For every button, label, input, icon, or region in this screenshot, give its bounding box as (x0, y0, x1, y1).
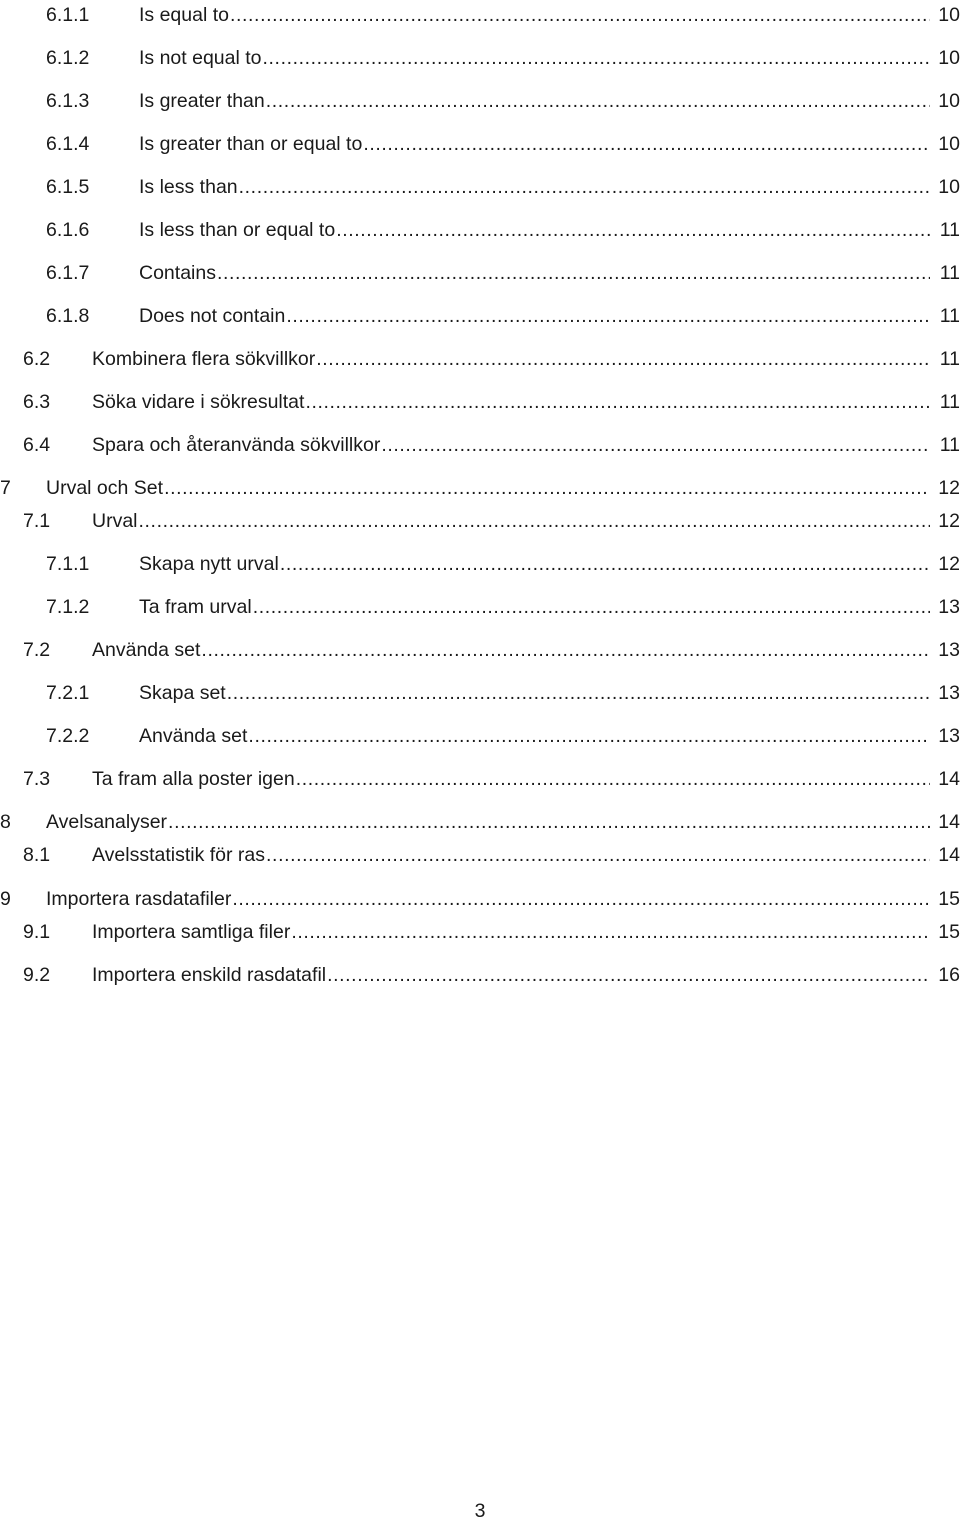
toc-entry-page: 11 (939, 391, 960, 413)
toc-entry-title: Is greater than or equal to (139, 133, 363, 155)
toc-dot-leader (380, 430, 930, 460)
toc-entry-number: 8.1 (23, 844, 51, 866)
toc-entry-number: 9.2 (23, 964, 51, 986)
toc-entry-title-wrap (92, 506, 930, 536)
toc-entry-title: Is less than or equal to (139, 219, 336, 241)
toc-entry-number: 8 (0, 811, 11, 833)
toc-entry-7[interactable] (0, 473, 960, 503)
toc-dot-leader (265, 86, 930, 116)
toc-dot-leader (138, 506, 930, 536)
toc-entry-7-3[interactable] (0, 764, 960, 794)
toc-entry-title-wrap (92, 917, 930, 947)
toc-entry-number: 7.1.1 (46, 553, 90, 575)
toc-entry-7-2[interactable] (0, 635, 960, 665)
toc-entry-page: 10 (938, 4, 960, 26)
toc-entry-title: Urval och Set (46, 477, 164, 499)
toc-entry-title-wrap (46, 807, 930, 837)
toc-entry-page: 10 (938, 90, 960, 112)
page-number: 3 (474, 1500, 486, 1522)
toc-entry-title: Is equal to (139, 4, 229, 26)
toc-entry-7-1-2[interactable] (0, 592, 960, 622)
toc-entry-8[interactable] (0, 807, 960, 837)
toc-entry-number: 7 (0, 477, 11, 499)
toc-entry-number: 6.3 (23, 391, 51, 413)
toc-dot-leader (167, 807, 930, 837)
toc-dot-leader (229, 0, 930, 30)
toc-entry-number: 7.2.2 (46, 725, 90, 747)
toc-dot-leader (326, 960, 930, 990)
toc-entry-title-wrap (139, 258, 930, 288)
toc-dot-leader (262, 43, 930, 73)
toc-entry-6-1-7[interactable] (0, 258, 960, 288)
toc-entry-title: Kombinera flera sökvillkor (92, 348, 316, 370)
toc-entry-number: 6.1.4 (46, 133, 90, 155)
toc-entry-6-2[interactable] (0, 344, 960, 374)
toc-entry-number: 6.1.5 (46, 176, 90, 198)
toc-dot-leader (279, 549, 930, 579)
toc-entry-page: 10 (938, 176, 960, 198)
toc-entry-page: 11 (939, 262, 960, 284)
toc-entry-6-1-8[interactable] (0, 301, 960, 331)
toc-entry-title: Ta fram urval (139, 596, 252, 618)
toc-entry-title-wrap (139, 592, 930, 622)
toc-dot-leader (200, 635, 930, 665)
toc-entry-title: Avelsanalyser (46, 811, 168, 833)
toc-dot-leader (290, 917, 930, 947)
toc-entry-number: 6.1.7 (46, 262, 90, 284)
toc-entry-6-1-6[interactable] (0, 215, 960, 245)
toc-entry-title: Spara och återanvända sökvillkor (92, 434, 381, 456)
toc-entry-page: 14 (938, 844, 960, 866)
toc-entry-title-wrap (92, 960, 930, 990)
toc-entry-page: 12 (938, 477, 960, 499)
toc-dot-leader (163, 473, 930, 503)
toc-entry-page: 11 (939, 434, 960, 456)
toc-entry-number: 7.1 (23, 510, 51, 532)
toc-dot-leader (362, 129, 930, 159)
toc-entry-number: 7.3 (23, 768, 51, 790)
toc-entry-page: 14 (938, 768, 960, 790)
toc-entry-page: 12 (938, 553, 960, 575)
toc-dot-leader (304, 387, 930, 417)
toc-entry-9-2[interactable] (0, 960, 960, 990)
toc-entry-title-wrap (139, 86, 930, 116)
toc-entry-title-wrap (46, 884, 930, 914)
toc-entry-number: 6.1.8 (46, 305, 90, 327)
toc-entry-number: 7.2 (23, 639, 51, 661)
toc-entry-number: 6.2 (23, 348, 51, 370)
toc-entry-6-1-3[interactable] (0, 86, 960, 116)
toc-entry-title-wrap (139, 721, 930, 751)
toc-dot-leader (315, 344, 930, 374)
toc-entry-page: 16 (938, 964, 960, 986)
toc-entry-title-wrap (92, 635, 930, 665)
toc-entry-6-3[interactable] (0, 387, 960, 417)
toc-entry-title: Söka vidare i sökresultat (92, 391, 305, 413)
toc-entry-title: Importera enskild rasdatafil (92, 964, 327, 986)
toc-entry-number: 6.1.2 (46, 47, 90, 69)
toc-entry-number: 7.2.1 (46, 682, 90, 704)
toc-entry-page: 11 (939, 219, 960, 241)
toc-entry-9-1[interactable] (0, 917, 960, 947)
toc-entry-page: 15 (938, 921, 960, 943)
toc-entry-number: 7.1.2 (46, 596, 90, 618)
toc-entry-page: 13 (938, 596, 960, 618)
toc-entry-page: 10 (938, 47, 960, 69)
toc-entry-title-wrap (139, 129, 930, 159)
toc-entry-title: Importera samtliga filer (92, 921, 291, 943)
toc-dot-leader (295, 764, 930, 794)
toc-entry-title: Avelsstatistik för ras (92, 844, 266, 866)
toc-entry-number: 9 (0, 888, 11, 910)
toc-entry-title-wrap (92, 387, 930, 417)
toc-entry-number: 6.1.3 (46, 90, 90, 112)
toc-entry-6-1-2[interactable] (0, 43, 960, 73)
toc-entry-title-wrap (139, 678, 930, 708)
toc-entry-number: 9.1 (23, 921, 51, 943)
toc-entry-page: 15 (938, 888, 960, 910)
toc-entry-title-wrap (92, 764, 930, 794)
toc-entry-number: 6.4 (23, 434, 51, 456)
toc-entry-title: Använda set (92, 639, 201, 661)
toc-entry-6-1-4[interactable] (0, 129, 960, 159)
toc-entry-title-wrap (139, 0, 930, 30)
toc-entry-7-1-1[interactable] (0, 549, 960, 579)
toc-dot-leader (216, 258, 930, 288)
toc-entry-page: 13 (938, 682, 960, 704)
toc-dot-leader (285, 301, 930, 331)
toc-entry-title: Importera rasdatafiler (46, 888, 232, 910)
toc-entry-page: 12 (938, 510, 960, 532)
toc-entry-title-wrap (139, 301, 930, 331)
toc-entry-page: 13 (938, 725, 960, 747)
toc-dot-leader (231, 884, 930, 914)
toc-entry-title-wrap (92, 344, 930, 374)
toc-entry-title-wrap (92, 840, 930, 870)
toc-entry-6-1-1[interactable] (0, 0, 960, 30)
toc-dot-leader (238, 172, 930, 202)
toc-entry-title: Is greater than (139, 90, 265, 112)
toc-entry-title-wrap (46, 473, 930, 503)
toc-dot-leader (252, 592, 930, 622)
toc-entry-title: Does not contain (139, 305, 286, 327)
toc-entry-7-2-1[interactable] (0, 678, 960, 708)
toc-entry-6-1-5[interactable] (0, 172, 960, 202)
toc-entry-title-wrap (92, 430, 930, 460)
toc-entry-page: 11 (939, 305, 960, 327)
toc-entry-title: Contains (139, 262, 216, 284)
toc-entry-title-wrap (139, 549, 930, 579)
toc-entry-title: Is less than (139, 176, 238, 198)
toc-dot-leader (226, 678, 930, 708)
toc-entry-title-wrap (139, 215, 930, 245)
toc-entry-7-2-2[interactable] (0, 721, 960, 751)
toc-entry-title-wrap (139, 43, 930, 73)
toc-entry-number: 6.1.6 (46, 219, 90, 241)
toc-entry-page: 11 (939, 348, 960, 370)
toc-entry-title-wrap (139, 172, 930, 202)
toc-entry-title: Is not equal to (139, 47, 262, 69)
toc-entry-title: Ta fram alla poster igen (92, 768, 295, 790)
toc-dot-leader (335, 215, 930, 245)
toc-entry-page: 13 (938, 639, 960, 661)
toc-entry-title: Urval (92, 510, 138, 532)
toc-entry-title: Skapa set (139, 682, 226, 704)
toc-dot-leader (247, 721, 930, 751)
toc-entry-page: 14 (938, 811, 960, 833)
toc-entry-7-1[interactable] (0, 506, 960, 536)
toc-entry-6-4[interactable] (0, 430, 960, 460)
toc-dot-leader (265, 840, 930, 870)
toc-entry-page: 10 (938, 133, 960, 155)
toc-entry-title: Använda set (139, 725, 248, 747)
toc-entry-number: 6.1.1 (46, 4, 90, 26)
toc-entry-9[interactable] (0, 884, 960, 914)
toc-entry-8-1[interactable] (0, 840, 960, 870)
toc-entry-title: Skapa nytt urval (139, 553, 279, 575)
